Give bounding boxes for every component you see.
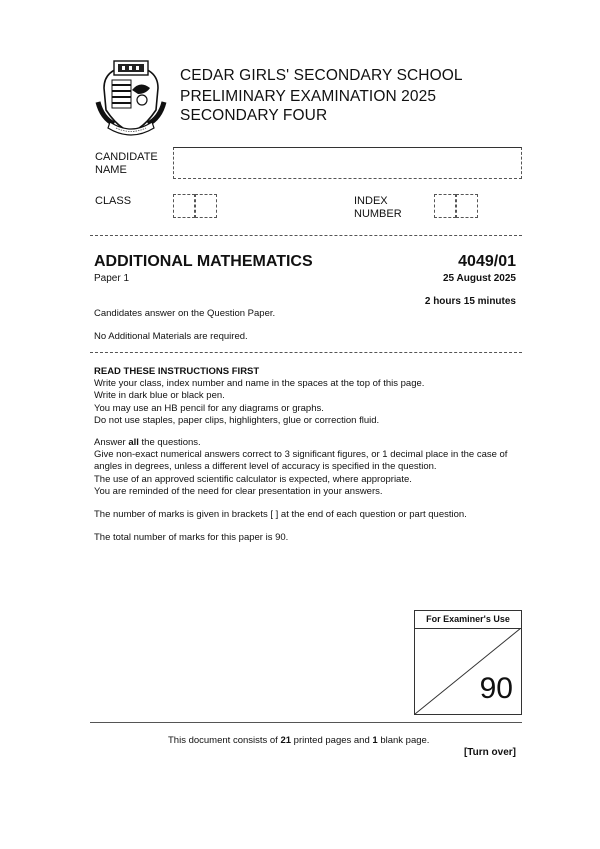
divider <box>90 352 522 353</box>
examiner-use-heading: For Examiner's Use <box>415 611 521 629</box>
page-count-note: This document consists of 21 printed pages and 1 blank page. <box>168 735 430 746</box>
name-label: NAME <box>95 164 127 176</box>
instruction-line: The use of an approved scientific calculator is expected, where appropriate. <box>94 473 412 485</box>
instruction-line: Write your class, index number and name in the spaces at the top of this page. <box>94 378 425 390</box>
index-digit-box-2[interactable] <box>456 194 478 218</box>
total-marks: 90 <box>479 672 513 705</box>
marks-note: The number of marks is given in brackets [ ] at the end of each question or part question. <box>94 509 467 521</box>
instruction-line: You are reminded of the need for clear presentation in your answers. <box>94 485 383 497</box>
school-name: CEDAR GIRLS' SECONDARY SCHOOL <box>180 67 463 84</box>
instruction-line: angles in degrees, unless a different level of accuracy is specified in the question. <box>94 461 437 473</box>
instruction-line: You may use an HB pencil for any diagrams or graphs. <box>94 402 324 414</box>
candidate-name-field[interactable] <box>173 147 522 179</box>
level-title: SECONDARY FOUR <box>180 107 328 124</box>
paper-number: Paper 1 <box>94 273 130 284</box>
exam-title: PRELIMINARY EXAMINATION 2025 <box>180 88 437 105</box>
turn-over-label: [Turn over] <box>463 747 516 758</box>
paper-code: 4049/01 <box>458 253 516 270</box>
index-digit-box-1[interactable] <box>434 194 456 218</box>
instructions-section <box>94 366 524 544</box>
candidate-label: CANDIDATE <box>95 151 158 163</box>
divider <box>90 235 522 236</box>
school-crest-icon <box>94 58 168 138</box>
answer-note: Candidates answer on the Question Paper. <box>94 308 276 319</box>
exam-duration: 2 hours 15 minutes <box>424 296 516 307</box>
instruction-line: Give non-exact numerical answers correct to 3 significant figures, or 1 decimal place in the case of <box>94 449 508 461</box>
index-label: INDEX <box>354 195 388 207</box>
materials-note: No Additional Materials are required. <box>94 331 248 342</box>
instruction-line: Do not use staples, paper clips, highlighters, glue or correction fluid. <box>94 414 380 426</box>
examiner-use-box <box>414 610 522 715</box>
exam-date: 25 August 2025 <box>443 273 516 284</box>
class-digit-box-1[interactable] <box>173 194 195 218</box>
class-label: CLASS <box>95 195 132 207</box>
footer-divider <box>90 722 522 723</box>
answer-all-line: Answer all the questions. <box>94 437 201 449</box>
class-digit-box-2[interactable] <box>195 194 217 218</box>
instructions-heading: READ THESE INSTRUCTIONS FIRST <box>94 366 260 377</box>
total-marks-note: The total number of marks for this paper is 90. <box>94 532 289 544</box>
subject-title: ADDITIONAL MATHEMATICS <box>94 253 313 270</box>
number-label: NUMBER <box>354 208 402 220</box>
instruction-line: Write in dark blue or black pen. <box>94 390 225 402</box>
